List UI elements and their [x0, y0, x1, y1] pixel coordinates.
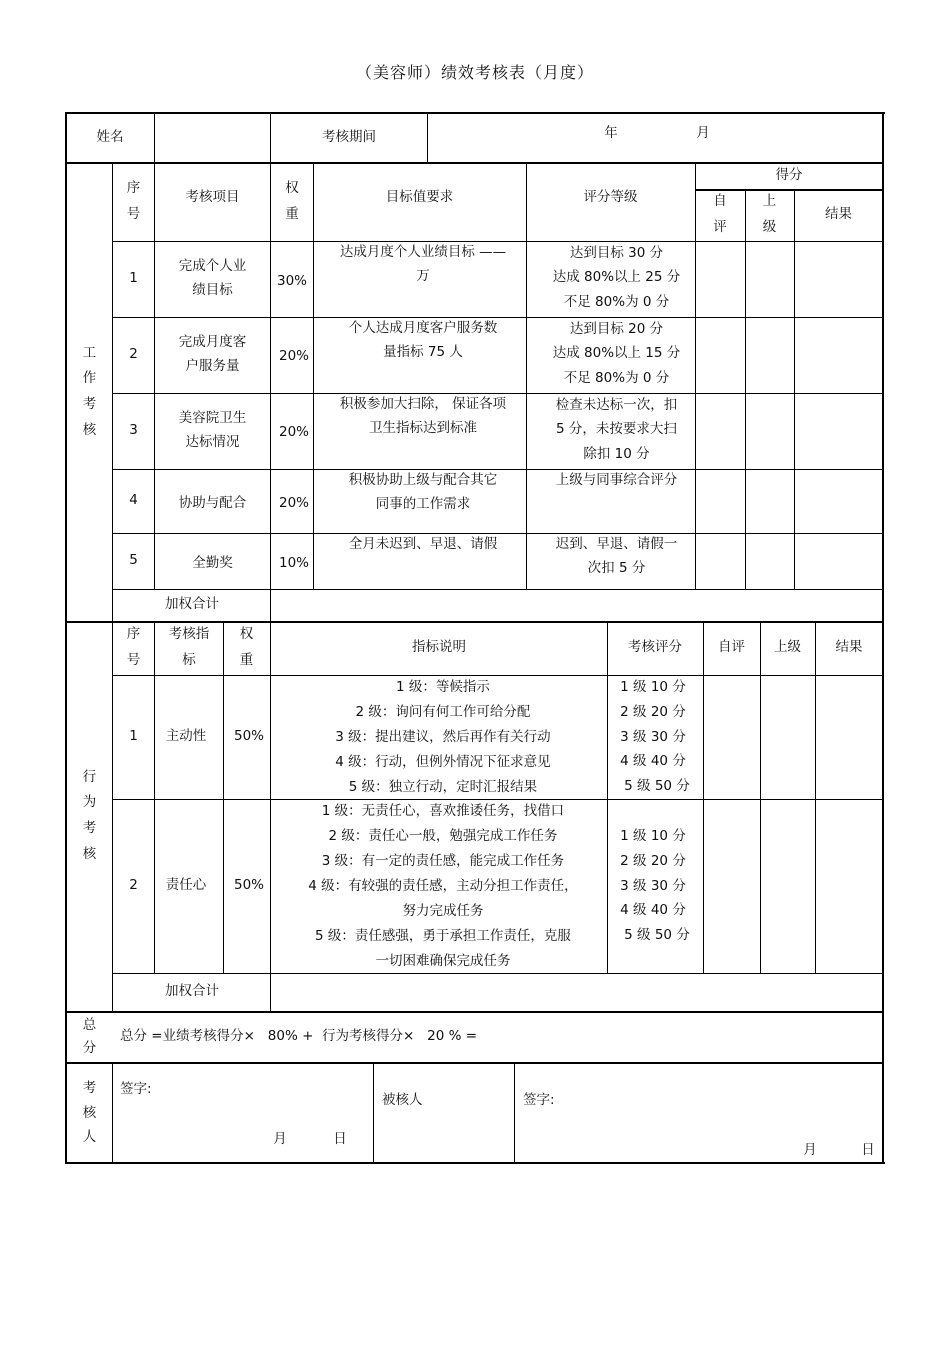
assessee-day-label: 日: [861, 1142, 875, 1159]
rule: [113, 469, 883, 470]
border-bottom: [65, 1162, 885, 1164]
rule: [760, 621, 761, 973]
rule: [695, 163, 696, 589]
border-left: [65, 112, 67, 1164]
rule: [270, 113, 271, 163]
rule: [66, 162, 883, 164]
work-section-label: 工 作 考 核: [82, 344, 97, 438]
work-col-score: 得分: [775, 167, 803, 184]
work-row-5-item: 全勤奖: [192, 555, 233, 572]
assessee-month-label: 月: [803, 1142, 817, 1159]
rule: [745, 189, 746, 589]
assessor-day-label: 日: [333, 1131, 347, 1148]
rule: [270, 163, 271, 621]
work-col-grade: 评分等级: [583, 189, 638, 206]
work-row-4-weight: 20%: [278, 495, 309, 512]
behavior-col-seq: 序 号: [126, 626, 141, 668]
work-row-1-grade: 达到目标 30 分 达成 80%以上 25 分 不足 80%为 0 分: [552, 245, 681, 310]
rule: [514, 1063, 515, 1163]
work-row-4-seq: 4: [129, 492, 138, 509]
behavior-col-indicator: 考核指 标: [168, 626, 210, 668]
work-col-weight: 权 重: [285, 180, 299, 222]
rule: [794, 189, 795, 589]
work-col-target: 目标值要求: [385, 189, 454, 206]
rule: [695, 189, 883, 191]
assessor-label: 考 核 人: [82, 1079, 97, 1146]
behavior-col-superior: 上级: [774, 639, 801, 656]
rule: [154, 113, 155, 163]
rule: [113, 973, 883, 974]
behavior-row-2-indicator: 责任心: [165, 877, 207, 894]
work-row-5-weight: 10%: [278, 555, 309, 572]
work-row-3-seq: 3: [129, 422, 138, 439]
behavior-weighted-total-label: 加权合计: [165, 983, 219, 1000]
rule: [113, 589, 883, 590]
rule: [373, 1063, 374, 1163]
rule: [113, 799, 883, 800]
behavior-row-1-seq: 1: [129, 728, 138, 745]
work-row-2-weight: 20%: [278, 348, 309, 365]
rule: [112, 163, 113, 1013]
behavior-row-1-rating: 1 级 10 分 2 级 20 分 3 级 30 分 4 级 40 分 5 级 50 分: [620, 678, 690, 795]
period-label: 考核期间: [322, 129, 376, 146]
work-row-1-seq: 1: [129, 270, 138, 287]
work-row-4-grade: 上级与同事综合评分: [555, 472, 678, 488]
behavior-row-1-desc: 1 级：等候指示 2 级：询问有何工作可给分配 3 级：提出建议，然后再作有关行动 4 级：行动，但例外情况下征求意见 5 级：独立行动，定时汇报结果: [335, 679, 551, 795]
rule: [223, 621, 224, 973]
rule: [154, 621, 155, 973]
name-value[interactable]: [155, 113, 270, 163]
border-top: [65, 112, 885, 114]
total-label: 总 分: [82, 1017, 97, 1056]
assessee-label: 被核人: [382, 1092, 423, 1109]
rule: [154, 163, 155, 589]
rule: [313, 163, 314, 589]
rule: [815, 621, 816, 973]
page-title: （美容师）绩效考核表（月度）: [355, 63, 594, 82]
work-row-1-item: 完成个人业 绩目标: [178, 258, 247, 298]
behavior-row-2-desc: 1 级：无责任心，喜欢推诿任务，找借口 2 级：责任心一般，勉强完成工作任务 3 级：有一定的责任感，能完成工作任务 4 级：有较强的责任感，主动分担工作责任， 努力完成任务 5 级：责任感强，勇于承担工作责任，克服 一切困难确保完成任务: [308, 803, 578, 969]
work-row-5-grade: 迟到、早退、请假一 次扣 5 分: [555, 536, 678, 576]
rule: [113, 675, 883, 676]
rule: [113, 393, 883, 394]
work-row-2-item: 完成月度客 户服务量: [178, 334, 247, 374]
behavior-col-self: 自评: [718, 639, 745, 656]
behavior-row-2-seq: 2: [129, 877, 138, 894]
period-month-label: 月: [696, 125, 710, 142]
behavior-col-rating: 考核评分: [628, 639, 682, 656]
work-row-5-seq: 5: [129, 552, 138, 569]
work-col-seq: 序 号: [126, 180, 141, 222]
behavior-row-2-weight: 50%: [233, 877, 264, 894]
rule: [427, 113, 428, 163]
rule: [607, 621, 608, 973]
rule: [526, 163, 527, 589]
behavior-col-weight: 权 重: [239, 626, 254, 668]
work-row-1-target: 达成月度个人业绩目标 —— 万: [339, 244, 507, 284]
name-label: 姓名: [96, 129, 124, 146]
rule: [270, 621, 271, 1011]
rule: [113, 241, 883, 242]
assessee-sign-label: 签字:: [523, 1092, 555, 1109]
behavior-section-label: 行 为 考 核: [82, 768, 97, 862]
rule: [66, 1011, 883, 1013]
work-row-4-item: 协助与配合: [178, 495, 247, 512]
behavior-row-2-rating: 1 级 10 分 2 级 20 分 3 级 30 分 4 级 40 分 5 级 50 分: [620, 827, 690, 944]
behavior-col-desc: 指标说明: [412, 639, 466, 656]
behavior-row-1-weight: 50%: [233, 728, 264, 745]
rule: [113, 317, 883, 318]
work-row-2-seq: 2: [129, 346, 138, 363]
work-col-superior: 上 级: [762, 193, 777, 235]
period-year-label: 年: [604, 125, 618, 142]
work-row-4-target: 积极协助上级与配合其它 同事的工作需求: [348, 472, 498, 512]
assessor-month-label: 月: [273, 1131, 287, 1148]
border-right: [882, 112, 884, 1164]
work-weighted-total-label: 加权合计: [165, 596, 219, 613]
rule: [703, 621, 704, 973]
work-row-3-item: 美容院卫生 达标情况: [178, 410, 247, 450]
work-col-result: 结果: [825, 206, 852, 223]
work-row-2-grade: 达到目标 20 分 达成 80%以上 15 分 不足 80%为 0 分: [552, 321, 681, 386]
total-formula: 总分 =业绩考核得分× 80% + 行为考核得分× 20 % =: [120, 1028, 478, 1045]
rule: [113, 533, 883, 534]
behavior-col-result: 结果: [835, 639, 863, 656]
work-row-3-grade: 检查未达标一次，扣 5 分，未按要求大扫 除扣 10 分: [555, 397, 678, 462]
work-row-3-target: 积极参加大扫除， 保证各项 卫生指标达到标准: [339, 396, 507, 436]
work-col-self: 自 评: [713, 193, 727, 235]
behavior-row-1-indicator: 主动性: [165, 728, 207, 745]
assessor-sign-label: 签字:: [120, 1081, 152, 1097]
work-row-3-weight: 20%: [278, 424, 309, 441]
work-col-item: 考核项目: [185, 189, 240, 206]
rule: [66, 1062, 883, 1064]
work-row-5-target: 全月未迟到、早退、请假: [348, 536, 498, 552]
rule: [112, 1063, 113, 1163]
work-row-2-target: 个人达成月度客户服务数 量指标 75 人: [348, 320, 498, 360]
work-row-1-weight: 30%: [276, 273, 307, 290]
